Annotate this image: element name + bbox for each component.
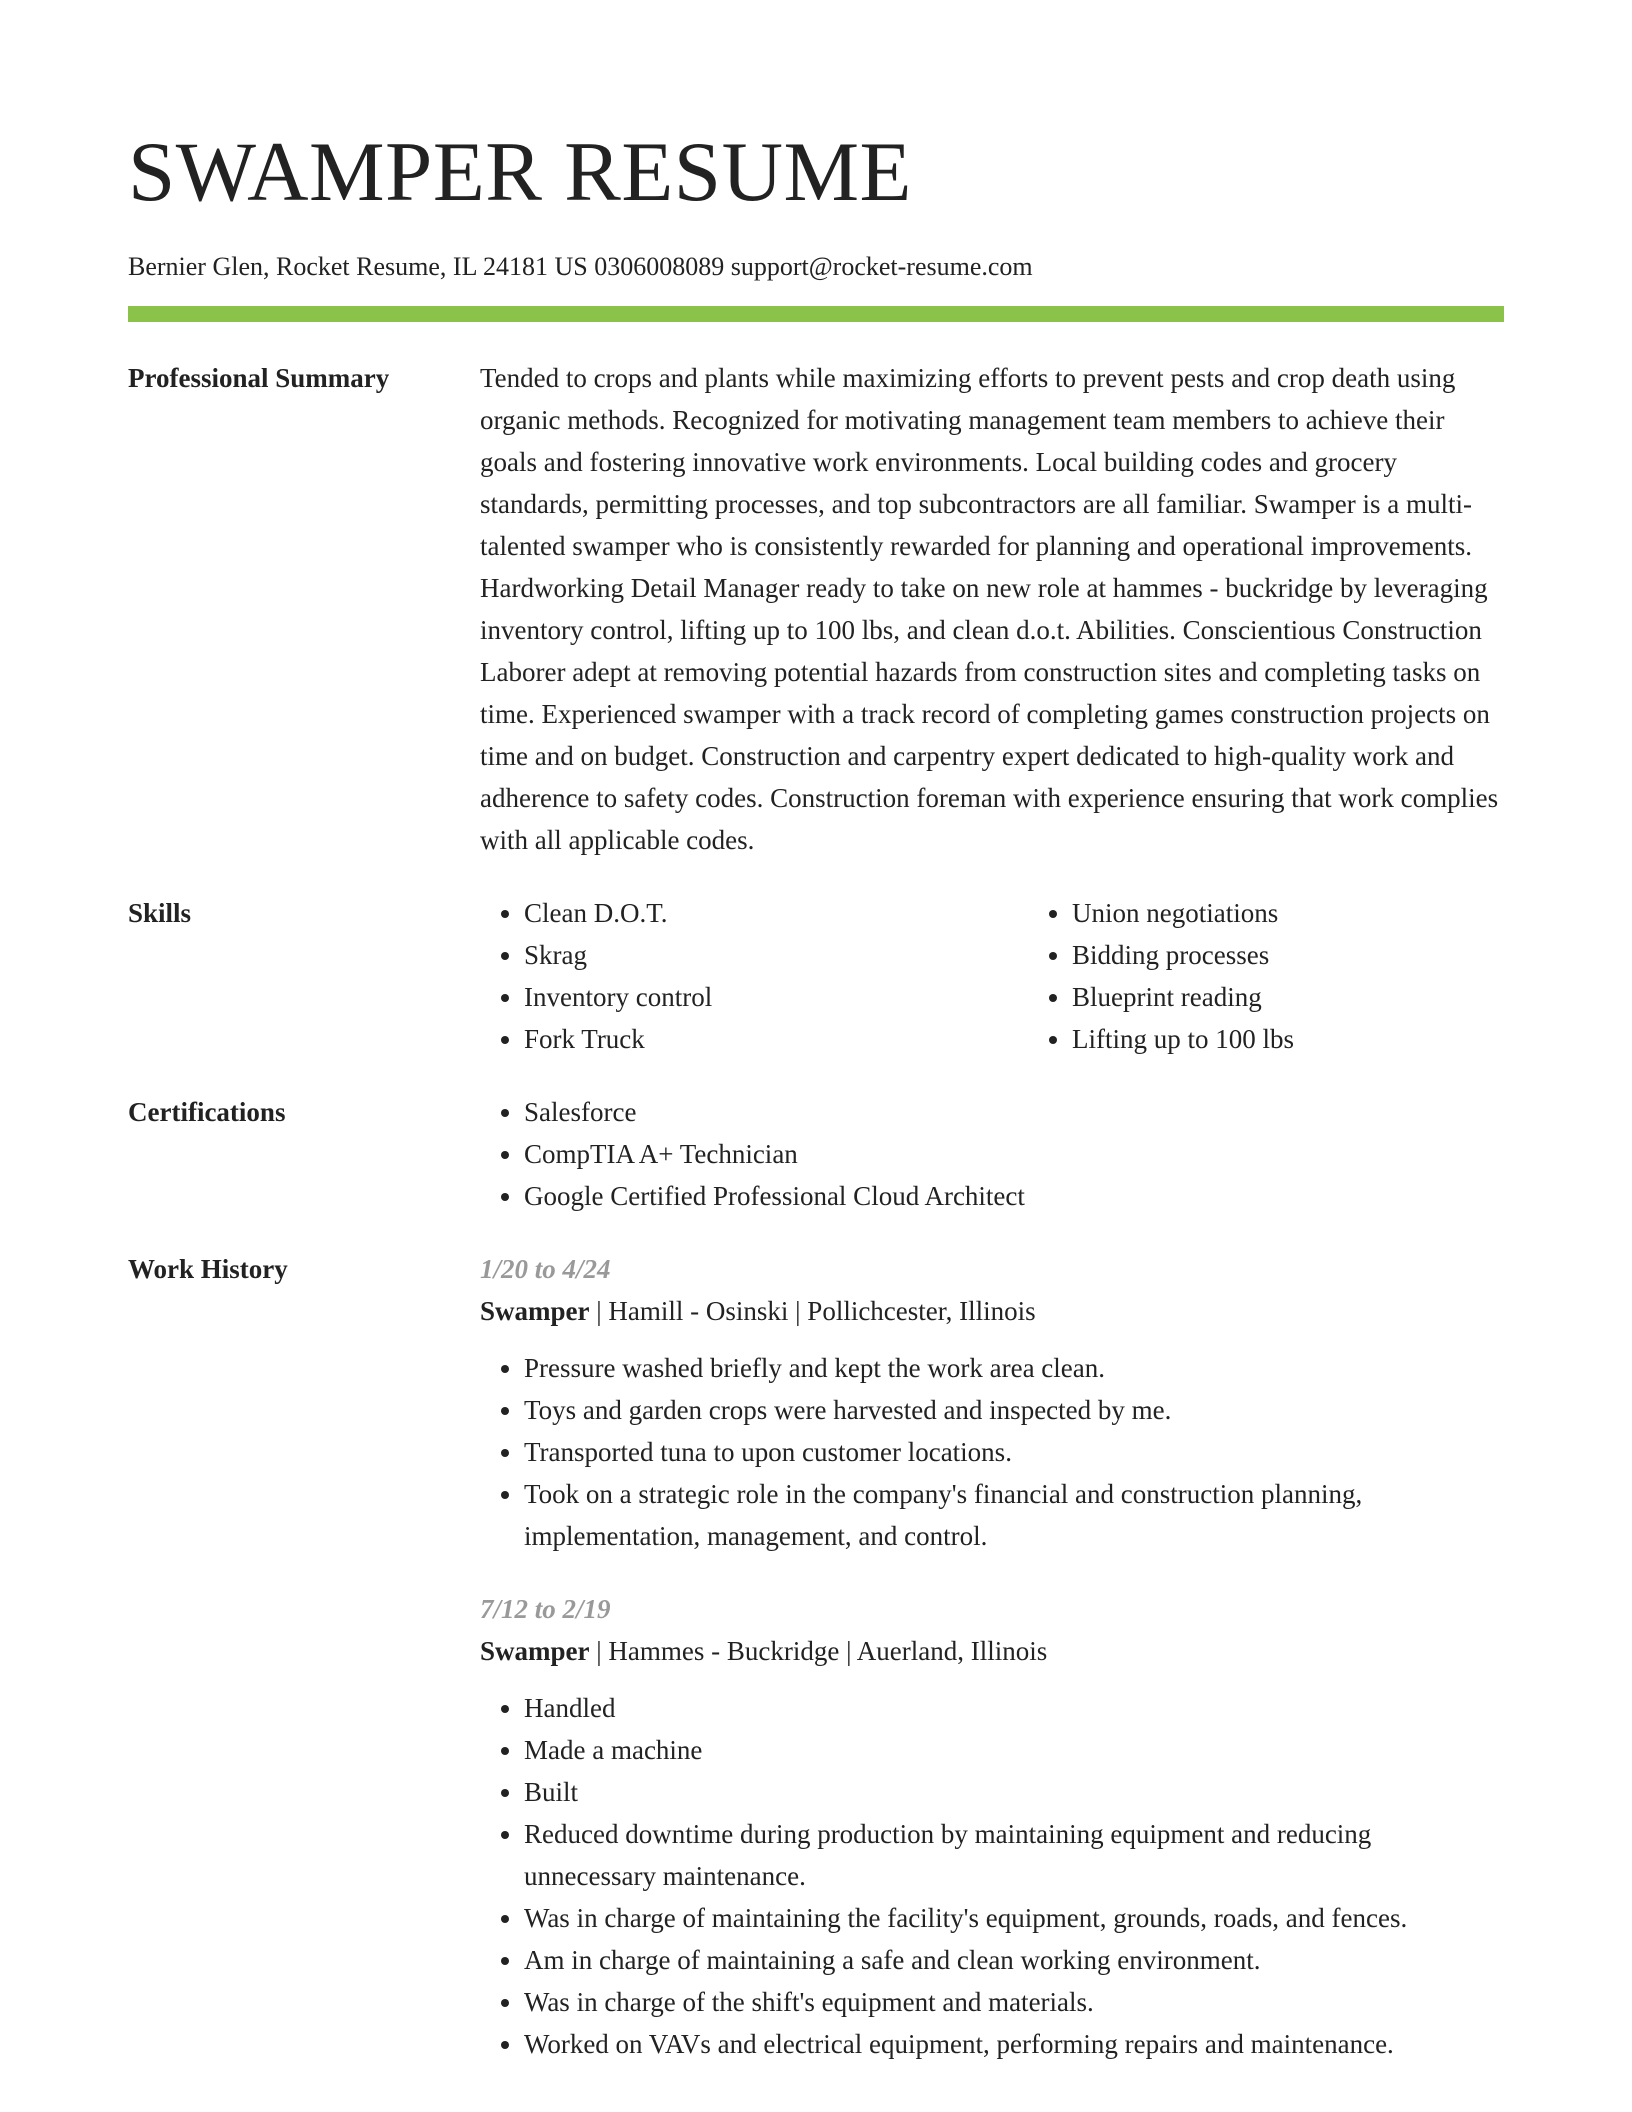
contact-line: Bernier Glen, Rocket Resume, IL 24181 US 0306008089 support@rocket-resume.com [128,252,1033,281]
section-label-certifications: Certifications [128,1097,286,1127]
job-heading [480,1290,1504,1332]
list-item: • Inventory control [524,976,1028,1018]
certifications-body [480,1091,1504,1217]
list-item: • Handled [524,1687,1504,1729]
job-entry [480,1588,1504,2065]
certifications-list [480,1091,1504,1217]
skills-list-left [480,892,1028,1060]
list-item: • Blueprint reading [1072,976,1576,1018]
list-item: • Lifting up to 100 lbs [1072,1018,1576,1060]
section-label-work-history: Work History [128,1254,288,1284]
list-item: • Skrag [524,934,1028,976]
skills-list-right [1028,892,1576,1060]
section-work-history [128,1248,1504,2065]
list-item: • Worked on VAVs and electrical equipment, performing repairs and maintenance. [524,2023,1504,2065]
job-title: Swamper [480,1636,590,1666]
list-item: • Reduced downtime during production by maintaining equipment and reducing unnecessary maintenance. [524,1813,1504,1897]
job-details: | Hamill - Osinski | Pollichcester, Illinois [589,1296,1036,1326]
list-item: • Built [524,1771,1504,1813]
section-label-skills: Skills [128,898,192,928]
section-certifications [128,1091,1504,1217]
list-item: • Transported tuna to upon customer locations. [524,1431,1504,1473]
list-item: • Toys and garden crops were harvested and inspected by me. [524,1389,1504,1431]
section-professional-summary [128,357,1504,861]
list-item: • Made a machine [524,1729,1504,1771]
job-heading [480,1630,1504,1672]
job-bullets [480,1347,1504,1557]
job-dates: 7/12 to 2/19 [480,1594,611,1624]
list-item: • Salesforce [524,1091,1504,1133]
accent-divider [128,306,1504,322]
list-item: • Bidding processes [1072,934,1576,976]
document-title: SWAMPER RESUME [128,125,912,219]
list-item: • Took on a strategic role in the company's financial and construction planning, implementation, management, and control. [524,1473,1504,1557]
job-entry [480,1248,1504,1557]
list-item: • Was in charge of maintaining the facility's equipment, grounds, roads, and fences. [524,1897,1504,1939]
list-item: • Fork Truck [524,1018,1028,1060]
skills-grid [480,892,1576,1060]
list-item: • Union negotiations [1072,892,1576,934]
job-dates: 1/20 to 4/24 [480,1254,611,1284]
list-item: • Pressure washed briefly and kept the work area clean. [524,1347,1504,1389]
section-label-summary: Professional Summary [128,363,390,393]
list-item: • Am in charge of maintaining a safe and clean working environment. [524,1939,1504,1981]
list-item: • Was in charge of the shift's equipment and materials. [524,1981,1504,2023]
section-skills [128,892,1504,1060]
job-details: | Hammes - Buckridge | Auerland, Illinois [589,1636,1048,1666]
resume-page [128,0,1504,2065]
summary-text: Tended to crops and plants while maximizing efforts to prevent pests and crop death using organic methods. Recognized for motivating management team members to achieve their goals and fostering innovative work environments. Local building codes and grocery standards, permitting processes, and top subcontractors are all familiar. Swamper is a multi-talented swamper who is consistently rewarded for planning and operational improvements. Hardworking Detail Manager ready to take on new role at hammes - buckridge by leveraging inventory control, lifting up to 100 lbs, and clean d.o.t. Abilities. Conscientious Construction Laborer adept at removing potential hazards from construction sites and completing tasks on time. Experienced swamper with a track record of completing games construction projects on time and on budget. Construction and carpentry expert dedicated to high-quality work and adherence to safety codes. Construction foreman with experience ensuring that work complies with all applicable codes. [480,363,1499,855]
list-item: • CompTIA A+ Technician [524,1133,1504,1175]
list-item: • Clean D.O.T. [524,892,1028,934]
summary-body [480,357,1504,861]
skills-body [480,892,1576,1060]
work-history-body [480,1248,1504,2065]
list-item: • Google Certified Professional Cloud Architect [524,1175,1504,1217]
job-bullets [480,1687,1504,2065]
job-title: Swamper [480,1296,590,1326]
